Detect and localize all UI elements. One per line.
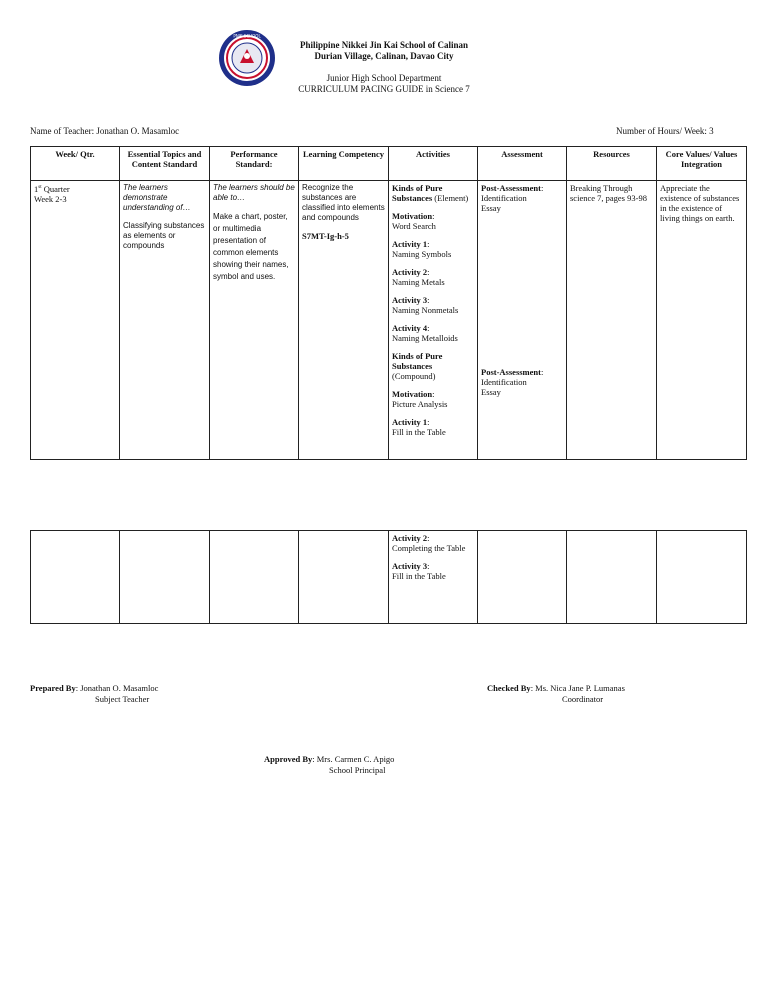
guide-title-rest: in Science 7 xyxy=(423,84,470,94)
svg-text:PNJK SCHOOL: PNJK SCHOOL xyxy=(233,33,261,39)
assessment-block-elements: Post-Assessment: Identification Essay xyxy=(481,183,544,213)
cell-week xyxy=(31,531,120,624)
activity-item: Activity 4: Naming Metalloids xyxy=(392,323,458,343)
school-name: Philippine Nikkei Jin Kai School of Calinan xyxy=(299,40,469,50)
checked-by-role: Coordinator xyxy=(562,694,604,704)
header-assessment: Assessment xyxy=(478,147,567,181)
guide-title xyxy=(200,84,568,95)
cell-week xyxy=(31,181,120,460)
activity-item: Activity 1: Naming Symbols xyxy=(392,239,452,259)
cell-performance-standard xyxy=(210,181,299,460)
cell-resources: Breaking Through science 7, pages 93-98 xyxy=(567,181,657,460)
prepared-by-role: Subject Teacher xyxy=(95,694,150,704)
prepared-by: Prepared By: Jonathan O. Masamloc xyxy=(30,683,159,693)
week-label: Week 2-3 xyxy=(34,193,67,204)
activity-item: Kinds of Pure Substances (Element) xyxy=(392,183,469,203)
competency-text: Recognize the substances are classified into elements and compounds xyxy=(302,183,385,222)
competency-code: S7MT-Ig-h-5 xyxy=(302,231,349,241)
department-name: Junior High School Department xyxy=(326,73,442,83)
performance-task: Make a chart, poster, or multimedia presentation of common elements showing their names, symbol and uses. xyxy=(213,212,289,281)
cell-activities xyxy=(389,181,478,460)
header-essential-topics: Essential Topics and Content Standard xyxy=(120,147,210,181)
activity-item: Kinds of Pure Substances (Compound) xyxy=(392,351,443,381)
cell-core-values xyxy=(657,531,747,624)
activity-item: Motivation: Word Search xyxy=(392,211,436,231)
approved-by-role: School Principal xyxy=(329,765,386,775)
cell-core-values: Appreciate the existence of substances in the existence of living things on earth. xyxy=(657,181,747,460)
performance-intro: The learners should be able to… xyxy=(213,183,295,202)
cell-assessment xyxy=(478,181,567,460)
pacing-guide-table-continued xyxy=(30,530,747,624)
activity-item: Activity 1: Fill in the Table xyxy=(392,417,446,437)
table-row xyxy=(31,531,747,624)
activity-item: Motivation: Picture Analysis xyxy=(392,389,448,409)
header-activities: Activities xyxy=(389,147,478,181)
checked-by: Checked By: Ms. Nica Jane P. Lumanas xyxy=(487,683,625,693)
cell-essential-topics xyxy=(120,531,210,624)
header-core-values: Core Values/ Values Integration xyxy=(657,147,747,181)
essential-intro: The learners demonstrate understanding of… xyxy=(123,183,191,212)
header-resources: Resources xyxy=(567,147,657,181)
approved-by: Approved By: Mrs. Carmen C. Apigo xyxy=(264,754,395,764)
hours-per-week: Number of Hours/ Week: 3 xyxy=(616,126,714,136)
table-header-row xyxy=(31,147,747,181)
quarter-label: 1st Quarter xyxy=(34,183,70,194)
cell-activities xyxy=(389,531,478,624)
activity-item: Activity 2: Completing the Table xyxy=(392,533,466,553)
header-performance-standard: Performance Standard: xyxy=(210,147,299,181)
cell-essential-topics xyxy=(120,181,210,460)
pacing-guide-table xyxy=(30,146,747,460)
header-learning-competency: Learning Competency xyxy=(299,147,389,181)
cell-resources xyxy=(567,531,657,624)
cell-assessment xyxy=(478,531,567,624)
essential-topic: Classifying substances as elements or compounds xyxy=(123,221,205,250)
teacher-name: Name of Teacher: Jonathan O. Masamloc xyxy=(30,126,180,136)
assessment-block-compounds: Post-Assessment: Identification Essay xyxy=(481,367,544,397)
cell-learning-competency xyxy=(299,531,389,624)
activity-item: Activity 3: Fill in the Table xyxy=(392,561,446,581)
header-week: Week/ Qtr. xyxy=(31,147,120,181)
guide-title-caps: CURRICULUM PACING GUIDE xyxy=(298,84,424,94)
activity-item: Activity 2: Naming Metals xyxy=(392,267,445,287)
school-address: Durian Village, Calinan, Davao City xyxy=(314,51,454,61)
cell-performance-standard xyxy=(210,531,299,624)
table-row xyxy=(31,181,747,460)
activity-item: Activity 3: Naming Nonmetals xyxy=(392,295,459,315)
cell-learning-competency xyxy=(299,181,389,460)
